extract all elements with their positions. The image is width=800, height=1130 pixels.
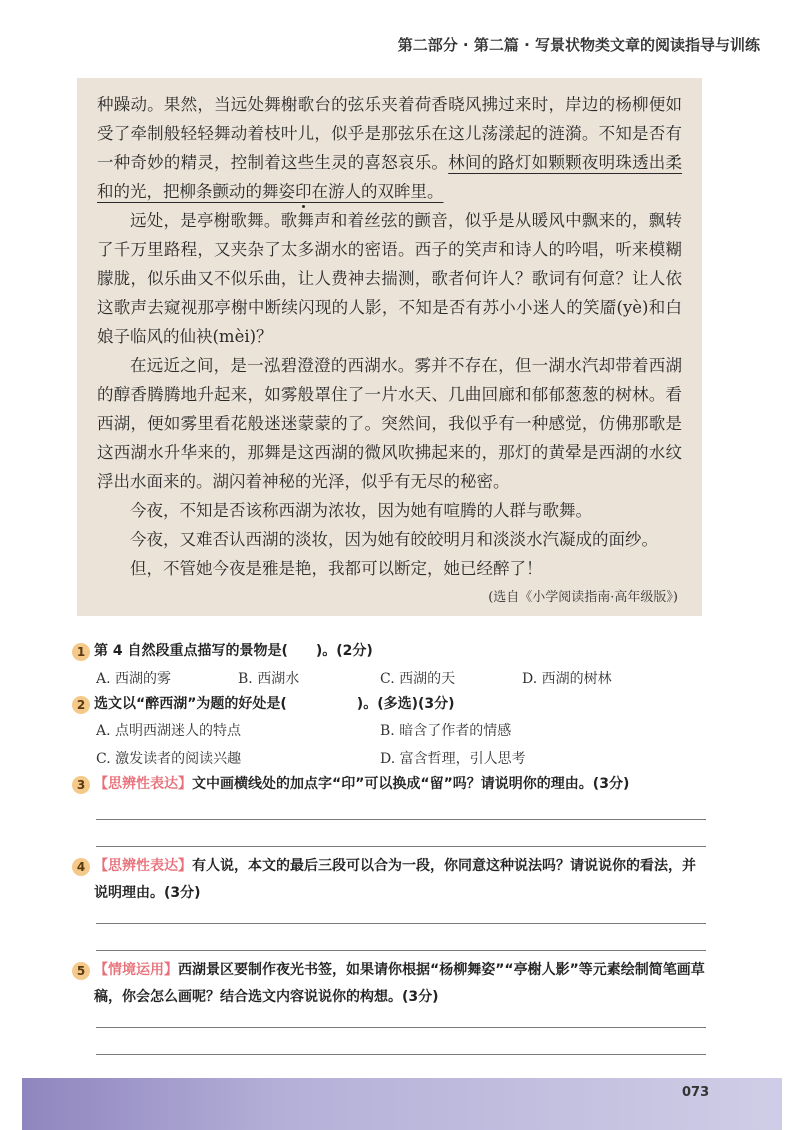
question-number-badge: 2 — [72, 696, 90, 714]
question-5-text: 【情境运用】西湖景区要制作夜光书签，如果请你根据“杨柳舞姿”“亭榭人影”等元素绘制简笔画草稿，你会怎么画呢？结合选文内容说说你的构想。(3分) — [94, 962, 705, 1005]
question-number-badge: 4 — [72, 858, 90, 876]
question-2-option-d[interactable]: D. 富含哲理，引人思考 — [380, 751, 526, 767]
question-tag: 【情境运用】 — [94, 962, 178, 978]
question-1-option-b[interactable]: B. 西湖水 — [238, 671, 300, 687]
question-2-option-c[interactable]: C. 激发读者的阅读兴趣 — [96, 751, 242, 767]
chapter-header: 第二部分 · 第二篇 · 写景状物类文章的阅读指导与训练 — [397, 36, 760, 54]
question-tag: 【思辨性表达】 — [94, 776, 192, 792]
question-number-badge: 5 — [72, 962, 90, 980]
dotted-character: 印 — [295, 182, 312, 201]
passage-paragraph-6: 但，不管她今夜是雅是艳，我都可以断定，她已经醉了！ — [130, 559, 543, 578]
underlined-sentence: 林间的路灯如颗颗夜明珠透出柔和的光，把柳条颤动的舞姿印在游人的双眸里。 — [97, 153, 683, 201]
answer-line[interactable] — [96, 1027, 706, 1028]
passage-paragraph-5: 今夜，又难否认西湖的淡妆，因为她有皎皎明月和淡淡水汽凝成的面纱。 — [130, 530, 658, 549]
passage-paragraph-2: 远处，是亭榭歌舞。歌舞声和着丝弦的颤音，似乎是从暖风中飘来的，飘转了千万里路程，又夹杂了太多湖水的密语。西子的笑声和诗人的吟唱，听来模糊朦胧，似乐曲又不似乐曲，让人费神去揣测，歌者何许人？歌词有何意？让人依这歌声去窥视那亭榭中断续闪现的人影，不知是否有苏小小迷人的笑靥(yè)和白娘子临风的仙袂(mèi)？ — [97, 211, 682, 346]
question-number-badge: 3 — [72, 776, 90, 794]
footer-band — [22, 1078, 782, 1130]
question-1-option-c[interactable]: C. 西湖的天 — [380, 671, 456, 687]
answer-line[interactable] — [96, 846, 706, 847]
question-2-text: 选文以“醉西湖”为题的好处是( )。(多选)(3分) — [94, 696, 455, 712]
passage-text: 种躁动。果然，当远处舞榭歌台的弦乐夹着荷香晓风拂过来时，岸边的杨柳便如受了牵制般轻轻舞动着枝叶儿，似乎是那弦乐在这儿荡漾起的涟漪。不知是否有一种奇妙的精灵，控制着这些生灵的喜怒哀乐。 — [97, 95, 682, 172]
reading-passage — [77, 78, 702, 616]
passage-source: (选自《小学阅读指南·高年级版》) — [488, 590, 678, 605]
question-3-text: 【思辨性表达】文中画横线处的加点字“印”可以换成“留”吗？请说明你的理由。(3分) — [94, 776, 630, 792]
question-tag: 【思辨性表达】 — [94, 858, 192, 874]
question-1-option-a[interactable]: A. 西湖的雾 — [96, 671, 172, 687]
answer-line[interactable] — [96, 950, 706, 951]
answer-line[interactable] — [96, 819, 706, 820]
passage-paragraph-1 — [97, 90, 682, 206]
question-2-option-a[interactable]: A. 点明西湖迷人的特点 — [96, 723, 242, 739]
answer-line[interactable] — [96, 1054, 706, 1055]
question-1-option-d[interactable]: D. 西湖的树林 — [522, 671, 612, 687]
question-2-option-b[interactable]: B. 暗含了作者的情感 — [380, 723, 512, 739]
page-number: 073 — [682, 1085, 710, 1100]
question-1-text: 第 4 自然段重点描写的景物是( )。(2分) — [94, 643, 373, 659]
passage-paragraph-3: 在远近之间，是一泓碧澄澄的西湖水。雾并不存在，但一湖水汽却带着西湖的醇香腾腾地升起来，如雾般罩住了一片水天、几曲回廊和郁郁葱葱的树林。看西湖，便如雾里看花般迷迷蒙蒙的了。突然间，我似乎有一种感觉，仿佛那歌是这西湖水升华来的，那舞是这西湖的微风吹拂起来的，那灯的黄晕是西湖的水纹浮出水面来的。湖闪着神秘的光泽，似乎有无尽的秘密。 — [97, 356, 682, 491]
question-4-text: 【思辨性表达】有人说，本文的最后三段可以合为一段，你同意这种说法吗？请说说你的看法，并说明理由。(3分) — [94, 858, 696, 901]
passage-paragraph-4: 今夜，不知是否该称西湖为浓妆，因为她有喧腾的人群与歌舞。 — [130, 501, 592, 520]
question-number-badge: 1 — [72, 643, 90, 661]
answer-line[interactable] — [96, 923, 706, 924]
